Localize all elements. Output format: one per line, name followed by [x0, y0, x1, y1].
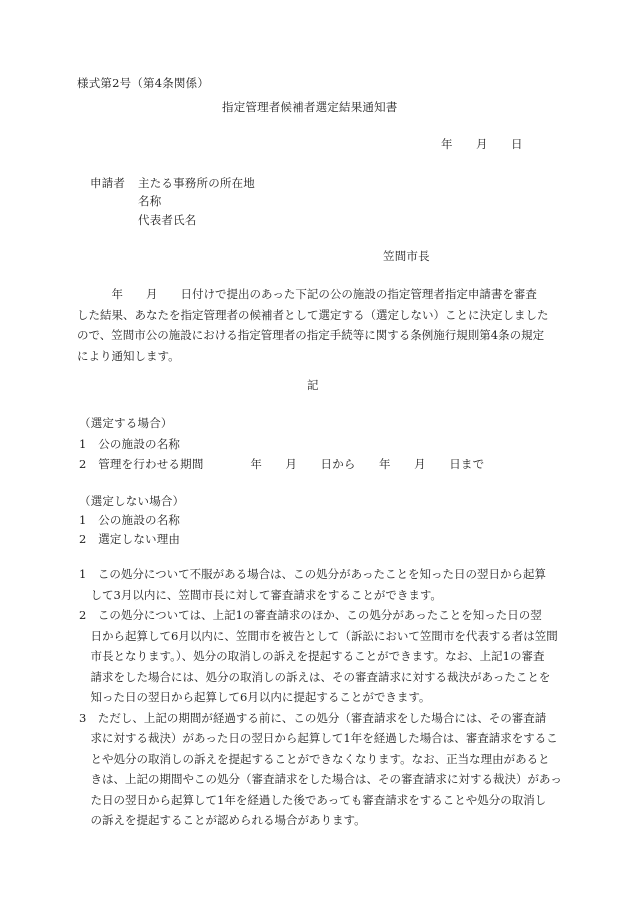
date-month-label: 月 — [476, 137, 488, 151]
not-selected-case-heading: （選定しない場合） — [79, 494, 185, 508]
date-day-label: 日 — [511, 137, 523, 151]
note-line: 3 ただし、上記の期間が経過する前に、この処分（審査請求をした場合には、その審査請 — [79, 710, 547, 725]
issuer-name: 笠間市長 — [383, 249, 430, 263]
selected-management-period-item: 2 管理を行わせる期間 年 月 日から 年 月 日まで — [79, 457, 485, 471]
document-title: 指定管理者候補者選定結果通知書 — [222, 100, 398, 114]
note-line: 求に対する裁決）があった日の翌日から起算して1年を経過した場合は、審査請求をするこ — [79, 731, 558, 745]
note-line: 1 この処分について不服がある場合は、この処分があったことを知った日の翌日から起算 — [79, 567, 546, 581]
note-line: 日から起算して6月以内に、笠間市を被告として（訴訟において笠間市を代表する者は笠間 — [79, 628, 558, 643]
note-line: して3月以内に、笠間市長に対して審査請求をすることができます。 — [79, 587, 442, 602]
note-line: きは、上記の期間やこの処分（審査請求をした場合は、その審査請求に対する裁決）があっ — [79, 772, 562, 786]
note-line: 知った日の翌日から起算して6月以内に提起することができます。 — [79, 690, 431, 704]
note-line: の訴えを提起することが認められる場合があります。 — [79, 813, 366, 827]
note-line: 2 この処分については、上記1の審査請求のほか、この処分があったことを知った日の翌 — [79, 608, 542, 622]
not-selected-facility-name-item: 1 公の施設の名称 — [79, 513, 181, 527]
applicant-name-label: 名称 — [138, 194, 162, 208]
ki-heading: 記 — [307, 378, 319, 392]
note-line: た日の翌日から起算して1年を経過した後であっても審査請求をすることや処分の取消し — [79, 792, 547, 807]
body-line: により通知します。 — [77, 348, 180, 363]
date-year-label: 年 — [441, 137, 453, 151]
body-line: 年 月 日付けで提出のあった下記の公の施設の指定管理者指定申請書を審査 — [77, 287, 537, 301]
note-line: 請求をした場合には、処分の取消しの訴えは、その審査請求に対する裁決があったことを — [79, 669, 551, 684]
selected-case-heading: （選定する場合） — [79, 416, 173, 430]
body-line: した結果、あなたを指定管理者の候補者として選定する（選定しない）ことに決定しました — [77, 307, 549, 322]
note-line: 市長となります。）、処分の取消しの訴えを提起することができます。なお、上記1の審査 — [79, 649, 545, 663]
body-paragraph — [77, 284, 547, 366]
selected-facility-name-item: 1 公の施設の名称 — [79, 437, 181, 451]
appeal-notes — [79, 564, 562, 831]
body-line: ので、笠間市公の施設における指定管理者の指定手続等に関する条例施行規則第4条の規定 — [77, 328, 545, 342]
note-line: とや処分の取消しの訴えを提起することができなくなります。なお、正当な理由があると — [79, 751, 550, 766]
applicant-address-label: 主たる事務所の所在地 — [138, 176, 255, 190]
not-selected-reason-item: 2 選定しない理由 — [79, 532, 181, 546]
applicant-representative-label: 代表者氏名 — [138, 213, 197, 227]
form-number-label: 様式第2号（第4条関係） — [77, 76, 210, 90]
applicant-label: 申請者 — [90, 176, 126, 190]
